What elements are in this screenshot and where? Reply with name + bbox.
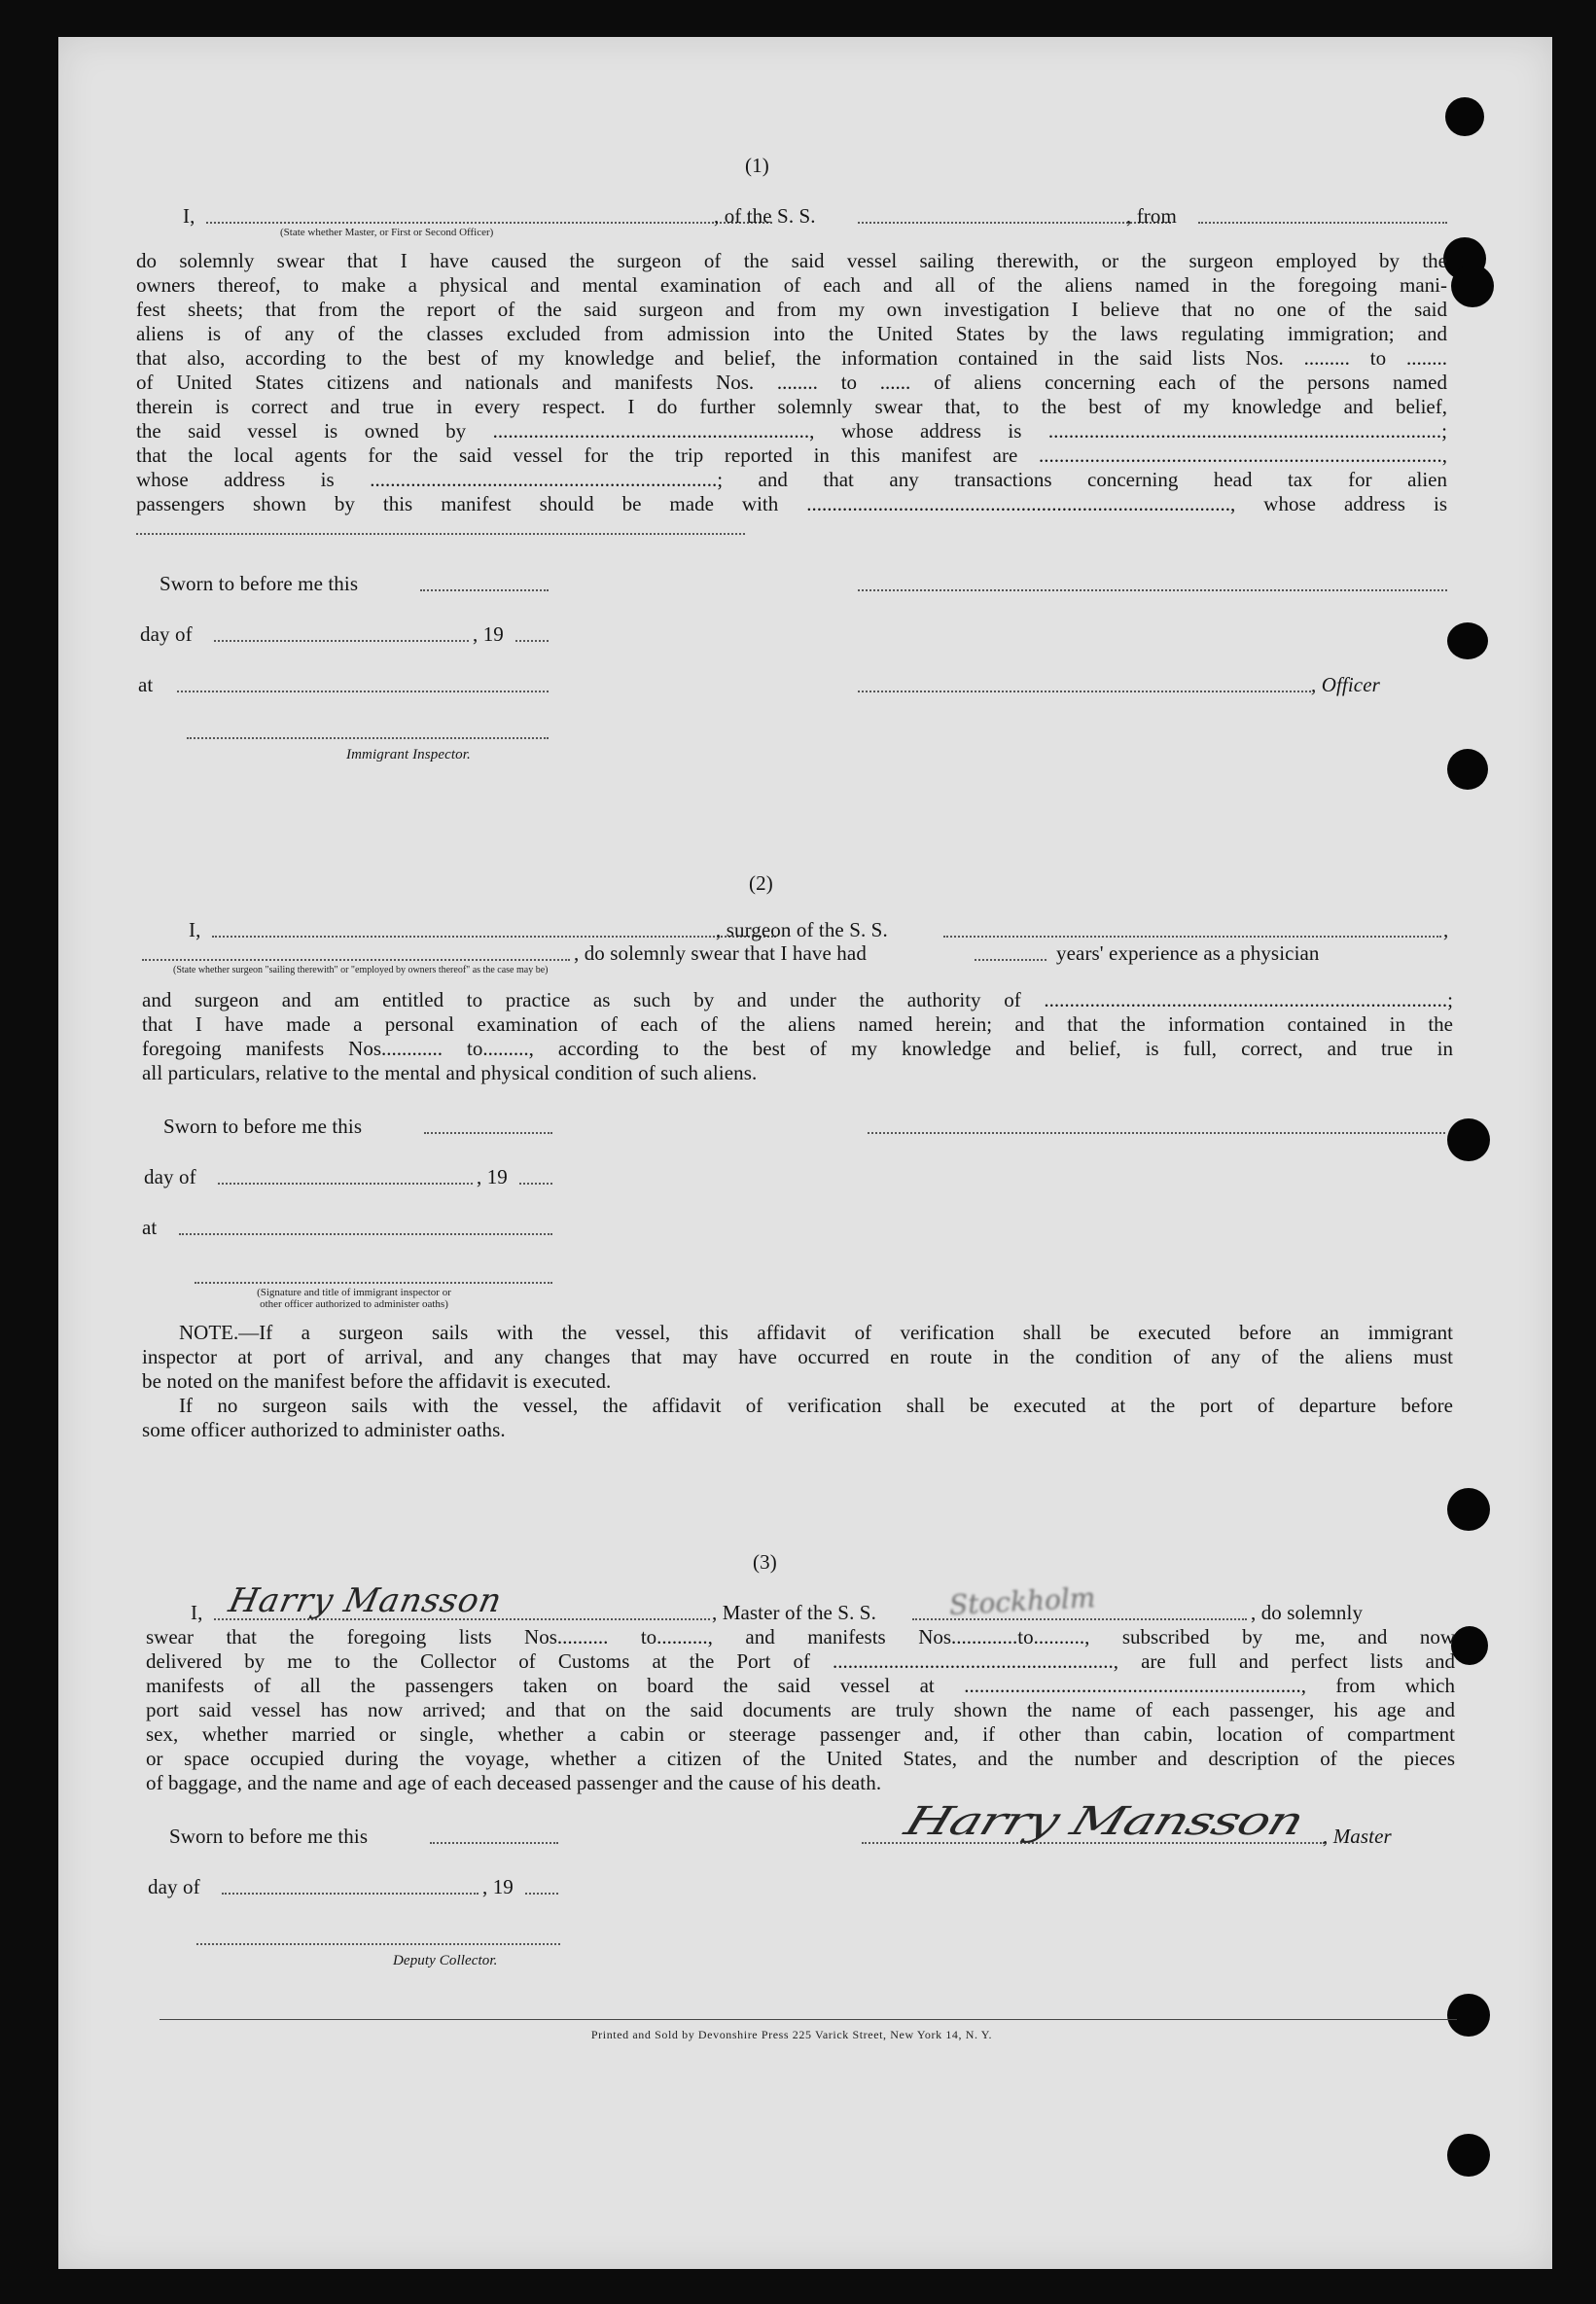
punch-hole [1447,622,1488,659]
year-field[interactable] [519,1183,552,1185]
ship-name-stamp: Stockholm [948,1581,1097,1621]
do-swear-label: , do solemnly swear that I have had [574,941,867,965]
punch-hole [1447,2134,1490,2177]
month-field[interactable] [222,1893,479,1895]
oath-line: aliens is of any of the classes excluded from admission into the United States by the laws regulating immigration; and [136,322,1447,345]
at-label: at [142,1216,158,1239]
oath-line: that I have made a personal examination of each of the aliens named herein; and that the information contained in the [142,1012,1453,1036]
oath-line: all particulars, relative to the mental and physical condition of such aliens. [142,1061,758,1084]
month-field[interactable] [218,1183,473,1185]
oath-line: port said vessel has now arrived; and that on the said documents are truly shown the name of each passenger, his age and [146,1698,1455,1721]
oath-line: do solemnly swear that I have caused the surgeon of the said vessel sailing therewith, or the surgeon employed by the [136,249,1447,272]
oath-line: or space occupied during the voyage, whether a citizen of the United States, and the number and description of the pieces [146,1747,1455,1770]
sworn-date-field[interactable] [424,1132,552,1134]
at-place-field[interactable] [179,1233,552,1235]
oath-line: passengers shown by this manifest should be made with ..................................................................................., whose address is [136,492,1447,515]
master-of-label: , Master of the S. S. [712,1601,876,1624]
note-line: inspector at port of arrival, and any changes that may have occurred en route in the condition of any of the aliens must [142,1345,1453,1368]
from-label: , from [1126,204,1177,228]
oath-line: owners thereof, to make a physical and mental examination of each and all of the aliens named in the foregoing mani- [136,273,1447,297]
oath-line: that also, according to the best of my knowledge and belief, the information contained in the said lists Nos. ......... to ........ [136,346,1447,370]
section-2-i-label: I, [189,918,201,941]
signature-note-line-2: other officer authorized to administer oaths) [260,1298,448,1310]
officer-signature-field[interactable] [858,589,1447,591]
oath-line: sex, whether married or single, whether a cabin or steerage passenger and, if other than cabin, location of compartment [146,1722,1455,1746]
year-label: , 19 [477,1165,508,1188]
section-3-number: (3) [753,1550,777,1574]
oath-line: manifests of all the passengers taken on board the said vessel at .................................................................., from which [146,1674,1455,1697]
signature-note-line-1: (Signature and title of immigrant inspector or [257,1287,451,1298]
surgeon-of-label: , surgeon of the S. S. [716,918,888,941]
oath-line: whose address is ....................................................................; and that any transactions concerning head tax for alien [136,468,1447,491]
note-line: If no surgeon sails with the vessel, the affidavit of verification shall be executed at the port of departure before [179,1394,1453,1417]
surgeon-signature-field[interactable] [868,1132,1445,1134]
punch-hole [1447,1488,1490,1531]
year-label: , 19 [473,622,504,646]
oath-line: delivered by me to the Collector of Customs at the Port of ......................................................., are full and perfect lists and [146,1649,1455,1673]
oath-line: foregoing manifests Nos............ to........., according to the best of my knowledge and belief, is full, correct, and true in [142,1037,1453,1060]
punch-hole [1447,1994,1490,2037]
punch-hole [1447,1118,1490,1161]
of-ss-label: , of the S. S. [714,204,816,228]
years-field[interactable] [975,959,1046,961]
punch-hole [1445,97,1484,136]
section-1-number: (1) [745,154,769,177]
sworn-label: Sworn to before me this [169,1825,369,1848]
year-field[interactable] [525,1893,558,1895]
note-line: NOTE.—If a surgeon sails with the vessel, this affidavit of verification shall be executed before an immigrant [179,1321,1453,1344]
day-of-label: day of [148,1875,200,1898]
footer-rule [160,2019,1457,2020]
section-3-i-label: I, [191,1601,203,1624]
sworn-label: Sworn to before me this [160,572,359,595]
inspector-signature-field[interactable] [187,737,549,739]
section-1-i-label: I, [183,204,195,228]
officer-note: (State whether Master, or First or Second Officer) [280,227,494,238]
at-label: at [138,673,154,696]
printer-imprint: Printed and Sold by Devonshire Press 225 Varick Street, New York 14, N. Y. [590,2028,993,2041]
master-signature: Harry Mansson [899,1799,1309,1844]
officer-label: , Officer [1311,673,1380,696]
collector-signature-field[interactable] [196,1943,560,1945]
surgeon-ship-field[interactable] [943,936,1441,938]
collector-label: Deputy Collector. [393,1953,498,1968]
oath-line: that the local agents for the said vessel for the trip reported in this manifest are ..............................................................................., [136,443,1447,467]
manifest-affidavit-page [58,37,1552,2269]
do-solemnly-label: , do solemnly [1251,1601,1364,1624]
master-name-handwritten: Harry Mansson [225,1581,506,1620]
section-2-number: (2) [749,871,773,895]
oath-line: fest sheets; that from the report of the said surgeon and from my own investigation I believe that no one of the said [136,298,1447,321]
punch-hole [1447,749,1488,790]
sworn-label: Sworn to before me this [163,1115,363,1138]
oath-line: the said vessel is owned by .............................................................., whose address is .............................................................................; [136,419,1447,443]
note-line: be noted on the manifest before the affidavit is executed. [142,1369,612,1393]
day-of-label: day of [140,622,193,646]
month-field[interactable] [214,640,469,642]
year-label: , 19 [482,1875,514,1898]
years-label: years' experience as a physician [1056,941,1320,965]
day-of-label: day of [144,1165,196,1188]
oath-line: swear that the foregoing lists Nos.......... to.........., and manifests Nos.............to.........., subscribed by me, and now [146,1625,1455,1648]
at-place-field[interactable] [177,691,549,692]
oath-line: of United States citizens and nationals and manifests Nos. ........ to ...... of aliens concerning each of the persons named [136,371,1447,394]
agent-address-field[interactable] [136,533,745,535]
officer-title-field[interactable] [858,691,1311,692]
note-line: some officer authorized to administer oaths. [142,1418,506,1441]
ship-name-field[interactable] [858,222,1171,224]
surgeon-note: (State whether surgeon "sailing therewith" or "employed by owners thereof" as the case may be) [173,965,549,975]
sworn-date-field[interactable] [420,589,549,591]
authority-signature-field[interactable] [195,1282,552,1284]
inspector-label: Immigrant Inspector. [346,747,471,762]
oath-line: and surgeon and am entitled to practice as such by and under the authority of ...............................................................................; [142,988,1453,1011]
oath-line: of baggage, and the name and age of each deceased passenger and the cause of his death. [146,1771,882,1794]
from-port-field[interactable] [1198,222,1447,224]
sworn-date-field[interactable] [430,1842,558,1844]
comma: , [1443,918,1449,941]
punch-hole [1451,1626,1488,1665]
year-field[interactable] [515,640,549,642]
surgeon-name-field[interactable] [212,936,776,938]
master-name-field[interactable] [206,222,772,224]
master-label: , Master [1323,1825,1392,1848]
punch-hole [1451,265,1494,307]
surgeon-status-field[interactable] [142,959,570,961]
oath-line: therein is correct and true in every respect. I do further solemnly swear that, to the best of my knowledge and belief, [136,395,1447,418]
